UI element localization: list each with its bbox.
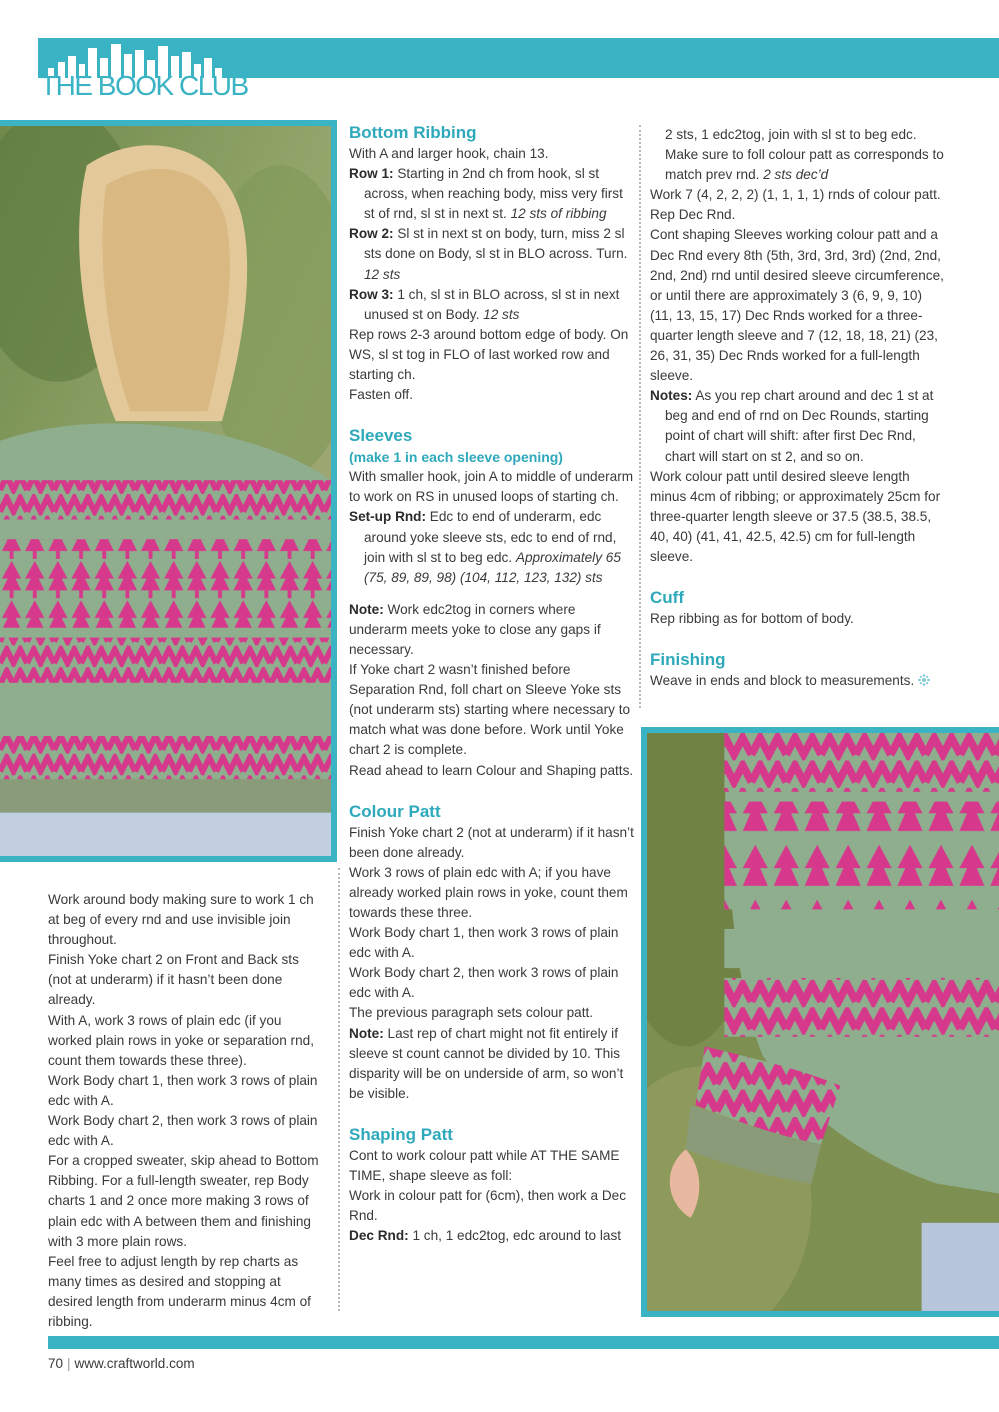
sleeves-intro: With smaller hook, join A to middle of underarm to work on RS in unused loops of starting ch. [349, 469, 634, 505]
shaping-para-2: Work in colour patt for (6cm), then work a Dec Rnd. [349, 1188, 627, 1224]
photo-sweater-back-icon [0, 126, 331, 856]
sleeves-para-2: If Yoke chart 2 wasn’t finished before Separation Rnd, foll chart on Sleeve Yoke sts (not underarm sts) starting where necessary to match what was done before. Work until Yoke chart 2 is complete. [349, 662, 631, 758]
spacer [349, 781, 634, 801]
note-label: Note: [349, 1025, 384, 1041]
note-label: Note: [349, 601, 384, 617]
sleeves-note [349, 600, 634, 660]
shaping-length: Work colour patt until desired sleeve length minus 4cm of ribbing; or approximately 25cm for three-quarter length sleeve or 37.5 (38.5, 38.5, 40, 40) (41, 41, 42.5, 42.5) cm for full-length sleeve. [650, 468, 941, 564]
footer-bar [48, 1336, 999, 1349]
heading-colour-patt: Colour Patt [349, 801, 441, 821]
spacer [349, 1104, 634, 1124]
row-text: Edc to end of underarm, edc around yoke sleeve sts, edc to end of rnd, join with sl st to beg edc. [364, 509, 617, 565]
stitch-count: 12 sts of ribbing [510, 206, 607, 222]
website-link[interactable]: www.craftworld.com [74, 1356, 195, 1371]
stitch-count: 2 sts dec’d [763, 167, 829, 183]
ribbing-row-1 [349, 164, 634, 224]
spacer [650, 629, 945, 649]
heading-cuff: Cuff [650, 588, 684, 608]
heading-bottom-ribbing: Bottom Ribbing [349, 123, 477, 142]
body-para-2: Finish Yoke chart 2 on Front and Back sts (not at underarm) if it hasn’t been done already. [48, 952, 299, 1008]
column-divider [639, 125, 641, 708]
dec-rnd-continued [650, 125, 945, 185]
section-title: THE BOOK CLUB [40, 70, 248, 101]
column-shaping-finishing [650, 125, 945, 691]
colour-para-2: Work 3 rows of plain edc with A; if you have already worked plain rows in yoke, count them towards these three. [349, 864, 628, 920]
finishing-para [650, 671, 945, 691]
colour-para-1: Finish Yoke chart 2 (not at underarm) if it hasn’t been done already. [349, 824, 634, 860]
note-text: Work edc2tog in corners where underarm meets yoke to close any gaps if necessary. [349, 601, 601, 657]
shaping-notes [650, 386, 945, 466]
sleeves-para-3: Read ahead to learn Colour and Shaping patts. [349, 762, 634, 778]
row-text: Starting in 2nd ch from hook, sl st across, when reaching body, miss very first st of rnd, sl st in next st. [364, 166, 623, 222]
spacer [349, 588, 634, 600]
ribbing-row-3 [349, 285, 634, 325]
shaping-work-7: Work 7 (4, 2, 2, 2) (1, 1, 1, 1) rnds of colour patt. [650, 187, 941, 203]
heading-finishing: Finishing [650, 650, 726, 670]
row-text: 2 sts, 1 edc2tog, join with sl st to beg edc. Make sure to foll colour patt as corresponds to match prev rnd. [665, 127, 944, 183]
subheading-sleeves: (make 1 in each sleeve opening) [349, 449, 563, 466]
body-para-1: Work around body making sure to work 1 ch at beg of every rnd and use invisible join throughout. [48, 892, 314, 948]
note-text: Last rep of chart might not fit entirely if sleeve st count cannot be divided by 10. This disparity will be on underside of arm, so won’t be visible. [349, 1025, 624, 1101]
ribbing-intro: With A and larger hook, chain 13. [349, 146, 549, 161]
sleeves-setup-rnd [349, 507, 634, 587]
footer-separator: | [67, 1356, 71, 1371]
column-divider [338, 868, 340, 1311]
body-para-7: Feel free to adjust length by rep charts as many times as desired and stopping at desired length from underarm minus 4cm of ribbing. [48, 1253, 311, 1329]
row-label: Row 1: [349, 166, 394, 182]
stitch-count: 12 sts [364, 266, 401, 282]
finishing-text: Weave in ends and block to measurements. [650, 673, 918, 689]
page-footer [48, 1356, 195, 1371]
heading-shaping-patt: Shaping Patt [349, 1124, 453, 1144]
shaping-rep-dec: Rep Dec Rnd. [650, 207, 736, 223]
dec-rnd [349, 1226, 634, 1246]
shaping-cont: Cont shaping Sleeves working colour patt and a Dec Rnd every 8th (5th, 3rd, 3rd, 3rd) (2nd, 2nd, 2nd, 2nd) rnd until desired sleeve circumference, or until there are approximately 3 (6, 9, 9, 10) (11, 13, 15, 17) Dec Rnds worked for a three-quarter length sleeve and 7 (12, 18, 18, 21) (23, 26, 31, 35) Dec Rnds worked for a full-length sleeve. [650, 227, 944, 384]
row-text: Sl st in next st on body, turn, miss 2 sl sts done on Body, sl st in BLO across. Turn. [364, 226, 628, 262]
photo-sleeve-closeup [641, 727, 999, 1317]
ribbing-repeat: Rep rows 2-3 around bottom edge of body. On WS, sl st tog in FLO of last worked row and starting ch. [349, 326, 629, 383]
colour-para-4: Work Body chart 2, then work 3 rows of plain edc with A. [349, 965, 619, 1001]
row-label: Set-up Rnd: [349, 509, 427, 525]
end-mark-icon [918, 674, 930, 686]
column-ribbing-sleeves [349, 122, 634, 1246]
colour-para-3: Work Body chart 1, then work 3 rows of plain edc with A. [349, 925, 619, 961]
page-number: 70 [48, 1356, 64, 1371]
column-body-instructions [48, 890, 323, 1332]
stitch-count: 12 sts [483, 306, 520, 322]
row-label: Dec Rnd: [349, 1228, 409, 1244]
colour-note [349, 1024, 634, 1104]
body-para-5: Work Body chart 2, then work 3 rows of plain edc with A. [48, 1113, 318, 1149]
stitch-count: Approximately 65 (75, 89, 89, 98) (104, 112, 123, 132) sts [364, 549, 621, 585]
photo-sleeve-closeup-icon [647, 733, 999, 1311]
row-label: Row 3: [349, 286, 394, 302]
colour-para-5: The previous paragraph sets colour patt. [349, 1005, 594, 1021]
ribbing-row-2 [349, 224, 634, 284]
ribbing-fasten: Fasten off. [349, 387, 413, 403]
row-text: 1 ch, sl st in BLO across, sl st in next unused st on Body. [364, 286, 620, 322]
spacer [650, 567, 945, 587]
shaping-para-1: Cont to work colour patt while AT THE SAME TIME, shape sleeve as foll: [349, 1147, 620, 1184]
note-label: Notes: [650, 388, 693, 404]
photo-sweater-back [0, 120, 337, 862]
heading-sleeves: Sleeves [349, 426, 413, 446]
note-text: As you rep chart around and dec 1 st at beg and end of rnd on Dec Rounds, starting point of chart will shift: after first Dec Rnd, chart will start on st 2, and so on. [665, 388, 934, 464]
spacer [349, 405, 634, 425]
cuff-text: Rep ribbing as for bottom of body. [650, 611, 854, 627]
body-para-6: For a cropped sweater, skip ahead to Bottom Ribbing. For a full-length sweater, rep Body charts 1 and 2 once more making 3 rows of plain edc with A between them and finishing with 3 more plain rows. [48, 1153, 319, 1249]
row-text: 1 ch, 1 edc2tog, edc around to last [408, 1228, 622, 1244]
body-para-4: Work Body chart 1, then work 3 rows of plain edc with A. [48, 1072, 318, 1108]
body-para-3: With A, work 3 rows of plain edc (if you worked plain rows in yoke or separation rnd, count them towards these three). [48, 1012, 314, 1068]
row-label: Row 2: [349, 226, 394, 242]
